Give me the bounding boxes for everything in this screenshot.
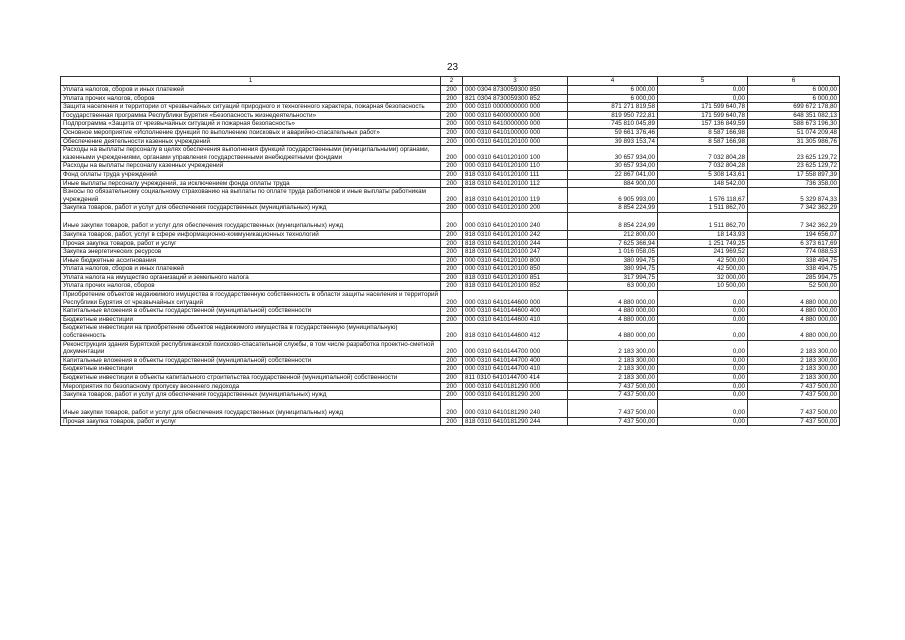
row-value-4: 7 437 500,00 (568, 417, 658, 426)
row-value-6: 6 373 617,69 (748, 239, 840, 248)
row-value-4: 7 437 500,00 (568, 391, 658, 400)
row-value-5: 0,00 (658, 86, 748, 95)
row-value-6: 588 673 196,30 (748, 120, 840, 129)
row-kbk: 000 0310 6410000000 000 (463, 120, 568, 129)
row-value-4: 745 810 045,89 (568, 120, 658, 129)
row-code: 200 (441, 103, 463, 112)
row-code: 200 (441, 94, 463, 103)
row-value-4: 212 800,00 (568, 230, 658, 239)
row-name: Бюджетные инвестиции (61, 365, 441, 374)
row-kbk: 000 0310 6410144600 400 (463, 307, 568, 316)
row-code: 200 (441, 188, 463, 204)
row-value-4: 2 183 300,00 (568, 374, 658, 383)
row-code: 200 (441, 179, 463, 188)
row-name: Иные закупки товаров, работ и услуг для обеспечения государственных (муниципальных) нужд (61, 399, 441, 417)
row-code: 200 (441, 239, 463, 248)
row-kbk: 000 0310 6410120100 000 (463, 137, 568, 146)
row-value-4: 2 183 300,00 (568, 365, 658, 374)
row-name: Бюджетные инвестиции на приобретение объектов недвижимого имущества в государственную (муниципальную) собственность (61, 324, 441, 340)
row-value-6: 774 088,53 (748, 248, 840, 257)
row-name: Реконструкция здания Бурятской республиканской поисково-спасательной службы, в том числе разработка проектно-сметной документации (61, 340, 441, 356)
row-kbk: 818 0310 6410120100 119 (463, 188, 568, 204)
table-row (61, 94, 840, 103)
row-value-5: 171 599 640,78 (658, 103, 748, 112)
row-value-4: 6 000,00 (568, 86, 658, 95)
row-kbk: 000 0310 6410181290 200 (463, 391, 568, 400)
table-row (61, 291, 840, 307)
row-value-5: 42 500,00 (658, 265, 748, 274)
row-value-4: 59 661 376,46 (568, 128, 658, 137)
row-code: 200 (441, 146, 463, 162)
row-code: 200 (441, 204, 463, 213)
row-name: Бюджетные инвестиции в объекты капитального строительства государственной (муниципальной) собственности (61, 374, 441, 383)
row-value-5: 42 500,00 (658, 256, 748, 265)
table-row (61, 179, 840, 188)
row-code: 200 (441, 137, 463, 146)
row-value-6: 51 074 209,48 (748, 128, 840, 137)
row-code: 200 (441, 382, 463, 391)
row-value-5: 0,00 (658, 399, 748, 417)
row-kbk: 818 0310 6410120100 112 (463, 179, 568, 188)
row-kbk: 818 0310 6410120100 852 (463, 282, 568, 291)
table-row (61, 399, 840, 417)
row-code: 200 (441, 307, 463, 316)
column-header: 6 (748, 77, 840, 86)
row-value-5: 0,00 (658, 356, 748, 365)
table-row (61, 324, 840, 340)
row-value-6: 7 342 362,29 (748, 204, 840, 213)
column-header: 3 (463, 77, 568, 86)
table-row (61, 382, 840, 391)
row-value-4: 4 880 000,00 (568, 324, 658, 340)
column-header-row (61, 77, 840, 86)
row-name: Уплата налога на имущество организаций и земельного налога (61, 273, 441, 282)
row-value-6: 4 880 000,00 (748, 291, 840, 307)
row-value-5: 0,00 (658, 324, 748, 340)
table-row (61, 374, 840, 383)
row-code: 200 (441, 170, 463, 179)
table-row (61, 256, 840, 265)
row-value-5: 7 032 804,28 (658, 162, 748, 171)
table-row (61, 282, 840, 291)
row-name: Расходы на выплаты персоналу казенных учреждений (61, 162, 441, 171)
row-value-4: 871 271 819,58 (568, 103, 658, 112)
row-value-5: 1 511 862,70 (658, 212, 748, 230)
row-name: Уплата прочих налогов, сборов (61, 94, 441, 103)
table-row (61, 137, 840, 146)
row-value-5: 8 587 166,98 (658, 137, 748, 146)
row-code: 200 (441, 212, 463, 230)
row-value-6: 6 000,00 (748, 94, 840, 103)
row-value-6: 4 880 000,00 (748, 315, 840, 324)
column-header: 5 (658, 77, 748, 86)
column-header: 1 (61, 77, 441, 86)
table-row (61, 391, 840, 400)
row-kbk: 000 0310 6410120100 800 (463, 256, 568, 265)
row-value-4: 30 657 934,00 (568, 146, 658, 162)
row-value-6: 52 500,00 (748, 282, 840, 291)
row-value-6: 4 880 000,00 (748, 324, 840, 340)
row-value-4: 819 950 722,81 (568, 111, 658, 120)
row-value-5: 1 251 749,25 (658, 239, 748, 248)
row-kbk: 821 0304 8730059300 852 (463, 94, 568, 103)
row-value-4: 2 183 300,00 (568, 340, 658, 356)
row-value-5: 0,00 (658, 391, 748, 400)
table-row (61, 265, 840, 274)
row-value-5: 18 143,93 (658, 230, 748, 239)
table-row (61, 417, 840, 426)
row-kbk: 811 0310 6410144700 414 (463, 374, 568, 383)
row-code: 200 (441, 391, 463, 400)
row-value-4: 1 016 058,05 (568, 248, 658, 257)
row-name: Прочая закупка товаров, работ и услуг (61, 417, 441, 426)
row-name: Обеспечение деятельности казенных учреждений (61, 137, 441, 146)
row-name: Взносы по обязательному социальному страхованию на выплаты по оплате труда работников и иные выплаты работникам учреждений (61, 188, 441, 204)
table-row (61, 103, 840, 112)
row-kbk: 000 0310 6410100000 000 (463, 128, 568, 137)
row-value-4: 8 854 224,99 (568, 204, 658, 213)
row-kbk: 818 0310 6410120100 851 (463, 273, 568, 282)
row-value-5: 0,00 (658, 307, 748, 316)
row-value-6: 2 183 300,00 (748, 356, 840, 365)
row-value-4: 6 905 993,00 (568, 188, 658, 204)
page-number: 23 (446, 62, 459, 73)
row-value-6: 7 437 500,00 (748, 391, 840, 400)
row-value-5: 0,00 (658, 382, 748, 391)
row-kbk: 000 0310 6410144600 000 (463, 291, 568, 307)
row-kbk: 000 0310 6410120100 240 (463, 212, 568, 230)
table-row (61, 212, 840, 230)
table-row (61, 170, 840, 179)
row-name: Бюджетные инвестиции (61, 315, 441, 324)
table-row (61, 120, 840, 129)
row-value-6: 338 494,75 (748, 256, 840, 265)
row-value-5: 7 032 804,28 (658, 146, 748, 162)
row-code: 200 (441, 291, 463, 307)
row-value-5: 32 000,00 (658, 273, 748, 282)
row-value-6: 4 880 000,00 (748, 307, 840, 316)
row-value-4: 7 625 366,94 (568, 239, 658, 248)
row-code: 200 (441, 340, 463, 356)
table-row (61, 204, 840, 213)
row-value-4: 7 437 500,00 (568, 382, 658, 391)
row-kbk: 000 0310 6410181290 240 (463, 399, 568, 417)
row-kbk: 000 0310 6410144700 410 (463, 365, 568, 374)
row-kbk: 000 0310 6410120100 100 (463, 146, 568, 162)
row-code: 200 (441, 256, 463, 265)
row-name: Закупка товаров, работ и услуг для обеспечения государственных (муниципальных) нужд (61, 391, 441, 400)
row-kbk: 000 0310 6410144700 000 (463, 340, 568, 356)
row-value-6: 648 351 082,13 (748, 111, 840, 120)
row-value-6: 7 437 500,00 (748, 382, 840, 391)
row-value-5: 0,00 (658, 340, 748, 356)
row-code: 200 (441, 86, 463, 95)
row-code: 200 (441, 111, 463, 120)
row-kbk: 000 0310 6400000000 000 (463, 111, 568, 120)
table-row (61, 356, 840, 365)
row-code: 200 (441, 282, 463, 291)
row-value-5: 0,00 (658, 417, 748, 426)
row-code: 200 (441, 399, 463, 417)
row-kbk: 000 0310 6410144600 410 (463, 315, 568, 324)
row-value-5: 1 576 118,67 (658, 188, 748, 204)
table-row (61, 273, 840, 282)
row-value-5: 171 599 640,78 (658, 111, 748, 120)
table-row (61, 188, 840, 204)
row-code: 200 (441, 324, 463, 340)
row-value-4: 4 880 000,00 (568, 307, 658, 316)
row-name: Капитальные вложения в объекты государственной (муниципальной) собственности (61, 307, 441, 316)
row-value-4: 317 994,75 (568, 273, 658, 282)
row-value-4: 2 183 300,00 (568, 356, 658, 365)
row-value-6: 285 994,75 (748, 273, 840, 282)
row-value-6: 23 625 129,72 (748, 162, 840, 171)
row-value-6: 699 672 178,80 (748, 103, 840, 112)
row-value-4: 30 657 934,00 (568, 162, 658, 171)
row-code: 200 (441, 417, 463, 426)
row-value-6: 2 183 300,00 (748, 365, 840, 374)
row-value-4: 380 994,75 (568, 265, 658, 274)
row-kbk: 000 0310 6410120100 110 (463, 162, 568, 171)
row-name: Закупка товаров, работ, услуг в сфере информационно-коммуникационных технологий (61, 230, 441, 239)
row-name: Уплата прочих налогов, сборов (61, 282, 441, 291)
row-value-4: 380 994,75 (568, 256, 658, 265)
row-name: Капитальные вложения в объекты государственной (муниципальной) собственности (61, 356, 441, 365)
row-name: Уплата налогов, сборов и иных платежей (61, 86, 441, 95)
row-name: Подпрограмма «Защита от чрезвычайных ситуаций и пожарная безопасность» (61, 120, 441, 129)
row-kbk: 818 0310 6410120100 111 (463, 170, 568, 179)
row-kbk: 000 0310 6410181290 000 (463, 382, 568, 391)
row-kbk: 818 0310 6410120100 247 (463, 248, 568, 257)
row-value-6: 31 305 986,76 (748, 137, 840, 146)
row-name: Основное мероприятие «Исполнение функций по выполнению поисковых и аварийно-спасательных работ» (61, 128, 441, 137)
row-name: Защита населения и территории от чрезвычайных ситуаций природного и техногенного характера, пожарная безопасность (61, 103, 441, 112)
row-name: Закупка товаров, работ и услуг для обеспечения государственных (муниципальных) нужд (61, 204, 441, 213)
row-code: 200 (441, 265, 463, 274)
table-row (61, 365, 840, 374)
table-row (61, 128, 840, 137)
row-value-5: 241 969,52 (658, 248, 748, 257)
row-code: 200 (441, 128, 463, 137)
row-value-6: 5 329 874,33 (748, 188, 840, 204)
row-kbk: 000 0304 8730059300 850 (463, 86, 568, 95)
row-code: 200 (441, 120, 463, 129)
row-value-6: 2 183 300,00 (748, 340, 840, 356)
row-name: Уплата налогов, сборов и иных платежей (61, 265, 441, 274)
row-value-4: 39 893 153,74 (568, 137, 658, 146)
row-name: Мероприятия по безопасному пропуску весеннего ледохода (61, 382, 441, 391)
row-value-5: 157 136 849,59 (658, 120, 748, 129)
table-row (61, 146, 840, 162)
row-value-4: 4 880 000,00 (568, 315, 658, 324)
row-value-4: 63 000,00 (568, 282, 658, 291)
row-code: 200 (441, 365, 463, 374)
row-value-4: 8 854 224,99 (568, 212, 658, 230)
table-row (61, 248, 840, 257)
row-value-6: 338 494,75 (748, 265, 840, 274)
row-value-6: 7 342 362,29 (748, 212, 840, 230)
row-name: Иные выплаты персоналу учреждений, за исключением фонда оплаты труда (61, 179, 441, 188)
row-value-6: 6 000,00 (748, 86, 840, 95)
table-row (61, 315, 840, 324)
row-value-6: 17 558 897,39 (748, 170, 840, 179)
table-row (61, 239, 840, 248)
row-name: Фонд оплаты труда учреждений (61, 170, 441, 179)
row-value-4: 7 437 500,00 (568, 399, 658, 417)
row-name: Государственная программа Республики Бурятия «Безопасность жизнедеятельности» (61, 111, 441, 120)
row-code: 200 (441, 374, 463, 383)
row-code: 200 (441, 230, 463, 239)
row-kbk: 000 0310 6410120100 850 (463, 265, 568, 274)
column-header: 2 (441, 77, 463, 86)
row-value-5: 1 511 862,70 (658, 204, 748, 213)
table-row (61, 111, 840, 120)
table-row (61, 340, 840, 356)
row-value-4: 22 867 041,00 (568, 170, 658, 179)
row-code: 200 (441, 315, 463, 324)
row-value-5: 0,00 (658, 365, 748, 374)
table-row (61, 162, 840, 171)
row-kbk: 818 0310 6410181290 244 (463, 417, 568, 426)
row-kbk: 000 0310 6410144700 400 (463, 356, 568, 365)
row-kbk: 818 0310 6410144600 412 (463, 324, 568, 340)
table-row (61, 86, 840, 95)
row-name: Расходы на выплаты персоналу в целях обеспечения выполнения функций государственными (муниципальными) органами, казенными учреждениями, органами управления государственными внебюджетными фондами (61, 146, 441, 162)
row-name: Закупка энергетических ресурсов (61, 248, 441, 257)
row-kbk: 000 0310 0000000000 000 (463, 103, 568, 112)
column-header: 4 (568, 77, 658, 86)
row-kbk: 000 0310 6410120100 200 (463, 204, 568, 213)
row-code: 200 (441, 273, 463, 282)
row-value-5: 0,00 (658, 291, 748, 307)
budget-table (60, 76, 840, 426)
row-name: Иные бюджетные ассигнования (61, 256, 441, 265)
row-code: 200 (441, 248, 463, 257)
row-value-5: 10 500,00 (658, 282, 748, 291)
row-value-6: 23 625 129,72 (748, 146, 840, 162)
row-name: Иные закупки товаров, работ и услуг для обеспечения государственных (муниципальных) нужд (61, 212, 441, 230)
row-value-5: 0,00 (658, 315, 748, 324)
row-name: Приобретение объектов недвижимого имущества в государственную собственность в области защиты населения и территорий Республики Бурятия от чрезвычайных ситуаций (61, 291, 441, 307)
table-row (61, 307, 840, 316)
row-value-4: 884 900,00 (568, 179, 658, 188)
row-name: Прочая закупка товаров, работ и услуг (61, 239, 441, 248)
row-value-5: 0,00 (658, 374, 748, 383)
row-value-6: 7 437 500,00 (748, 417, 840, 426)
row-code: 200 (441, 356, 463, 365)
row-value-4: 4 880 000,00 (568, 291, 658, 307)
table-row (61, 230, 840, 239)
row-value-5: 5 308 143,61 (658, 170, 748, 179)
row-kbk: 818 0310 6410120100 242 (463, 230, 568, 239)
row-value-4: 6 000,00 (568, 94, 658, 103)
row-value-6: 7 437 500,00 (748, 399, 840, 417)
row-kbk: 818 0310 6410120100 244 (463, 239, 568, 248)
row-value-6: 194 656,07 (748, 230, 840, 239)
row-value-6: 736 358,00 (748, 179, 840, 188)
row-value-6: 2 183 300,00 (748, 374, 840, 383)
row-code: 200 (441, 162, 463, 171)
row-value-5: 148 542,00 (658, 179, 748, 188)
row-value-5: 8 587 166,98 (658, 128, 748, 137)
row-value-5: 0,00 (658, 94, 748, 103)
